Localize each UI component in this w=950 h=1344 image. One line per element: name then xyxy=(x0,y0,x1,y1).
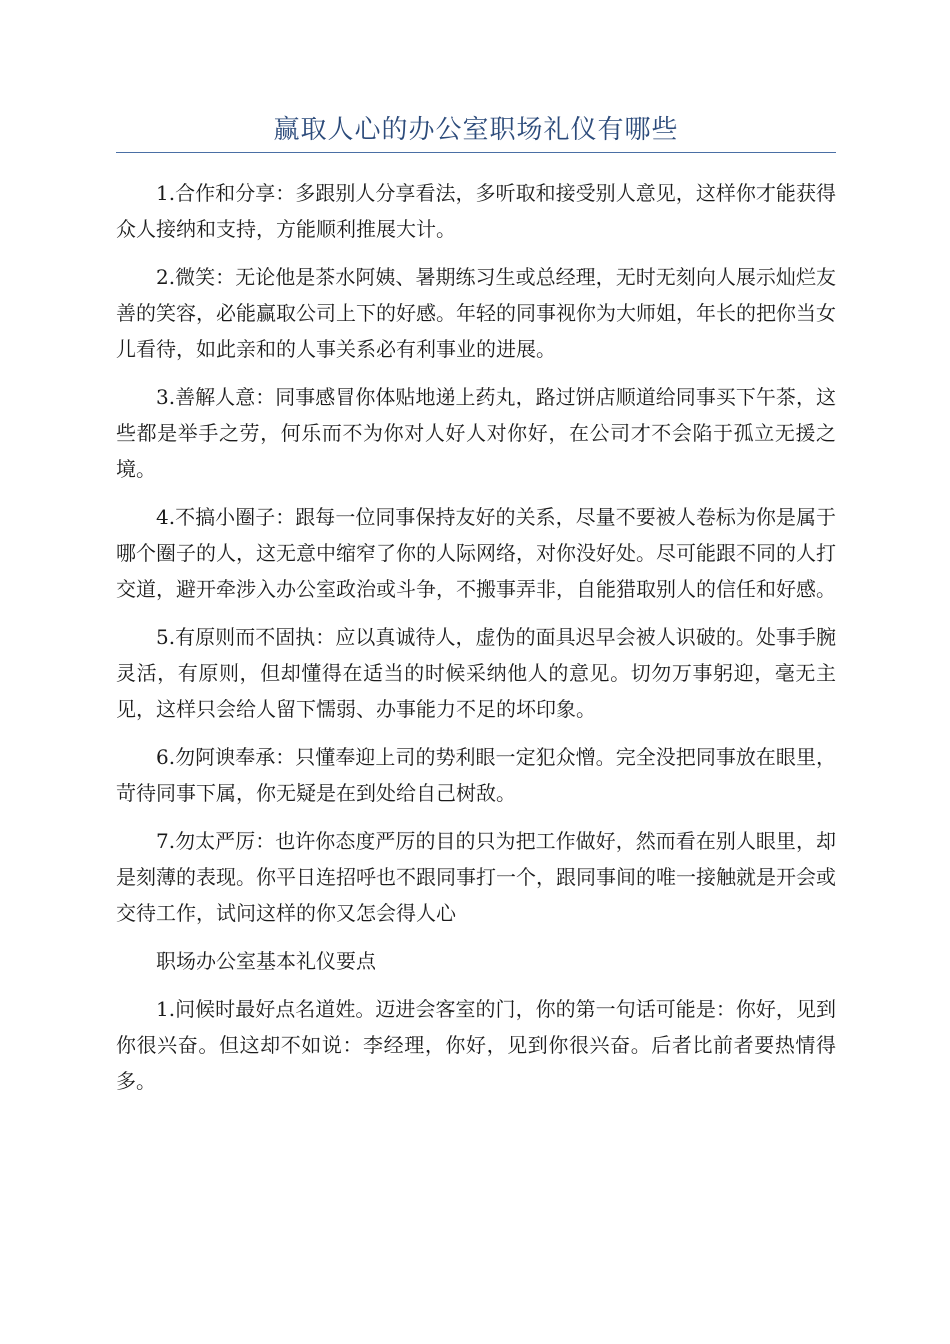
paragraph-principles: 5.有原则而不固执：应以真诚待人，虚伪的面具迟早会被人识破的。处事手腕灵活，有原则，但却懂得在适当的时候采纳他人的意见。切勿万事躬迎，毫无主见，这样只会给人留下懦弱、办事能力不足的坏印象。 xyxy=(116,625,836,721)
document-page xyxy=(116,110,836,1111)
paragraph-not-too-strict: 7.勿太严厉：也许你态度严厉的目的只为把工作做好，然而看在别人眼里，却是刻薄的表现。你平日连招呼也不跟同事打一个，跟同事间的唯一接触就是开会或交待工作，试问这样的你又怎会得人心 xyxy=(116,829,836,925)
title-underline xyxy=(116,152,836,153)
section-heading-basic-etiquette: 职场办公室基本礼仪要点 xyxy=(156,949,376,973)
paragraph-smile: 2.微笑：无论他是茶水阿姨、暑期练习生或总经理，无时无刻向人展示灿烂友善的笑容，必能赢取公司上下的好感。年轻的同事视你为大师姐，年长的把你当女儿看待，如此亲和的人事关系必有利事业的进展。 xyxy=(116,265,836,361)
paragraph-understanding: 3.善解人意：同事感冒你体贴地递上药丸，路过饼店顺道给同事买下午茶，这些都是举手之劳，何乐而不为你对人好人对你好，在公司才不会陷于孤立无援之境。 xyxy=(116,385,836,481)
document-title: 赢取人心的办公室职场礼仪有哪些 xyxy=(273,115,679,145)
paragraph-cooperation: 1.合作和分享：多跟别人分享看法，多听取和接受别人意见，这样你才能获得众人接纳和支持，方能顺利推展大计。 xyxy=(116,181,836,241)
paragraph-no-cliques: 4.不搞小圈子：跟每一位同事保持友好的关系，尽量不要被人卷标为你是属于哪个圈子的人，这无意中缩窄了你的人际网络，对你没好处。尽可能跟不同的人打交道，避开牵涉入办公室政治或斗争，不搬事弄非，自能猎取别人的信任和好感。 xyxy=(116,505,836,601)
paragraph-greeting-by-name: 1.问候时最好点名道姓。迈进会客室的门，你的第一句话可能是：你好，见到你很兴奋。但这却不如说：李经理，你好，见到你很兴奋。后者比前者要热情得多。 xyxy=(116,997,836,1093)
paragraph-no-flattery: 6.勿阿谀奉承：只懂奉迎上司的势利眼一定犯众憎。完全没把同事放在眼里，苛待同事下属，你无疑是在到处给自己树敌。 xyxy=(116,745,836,805)
